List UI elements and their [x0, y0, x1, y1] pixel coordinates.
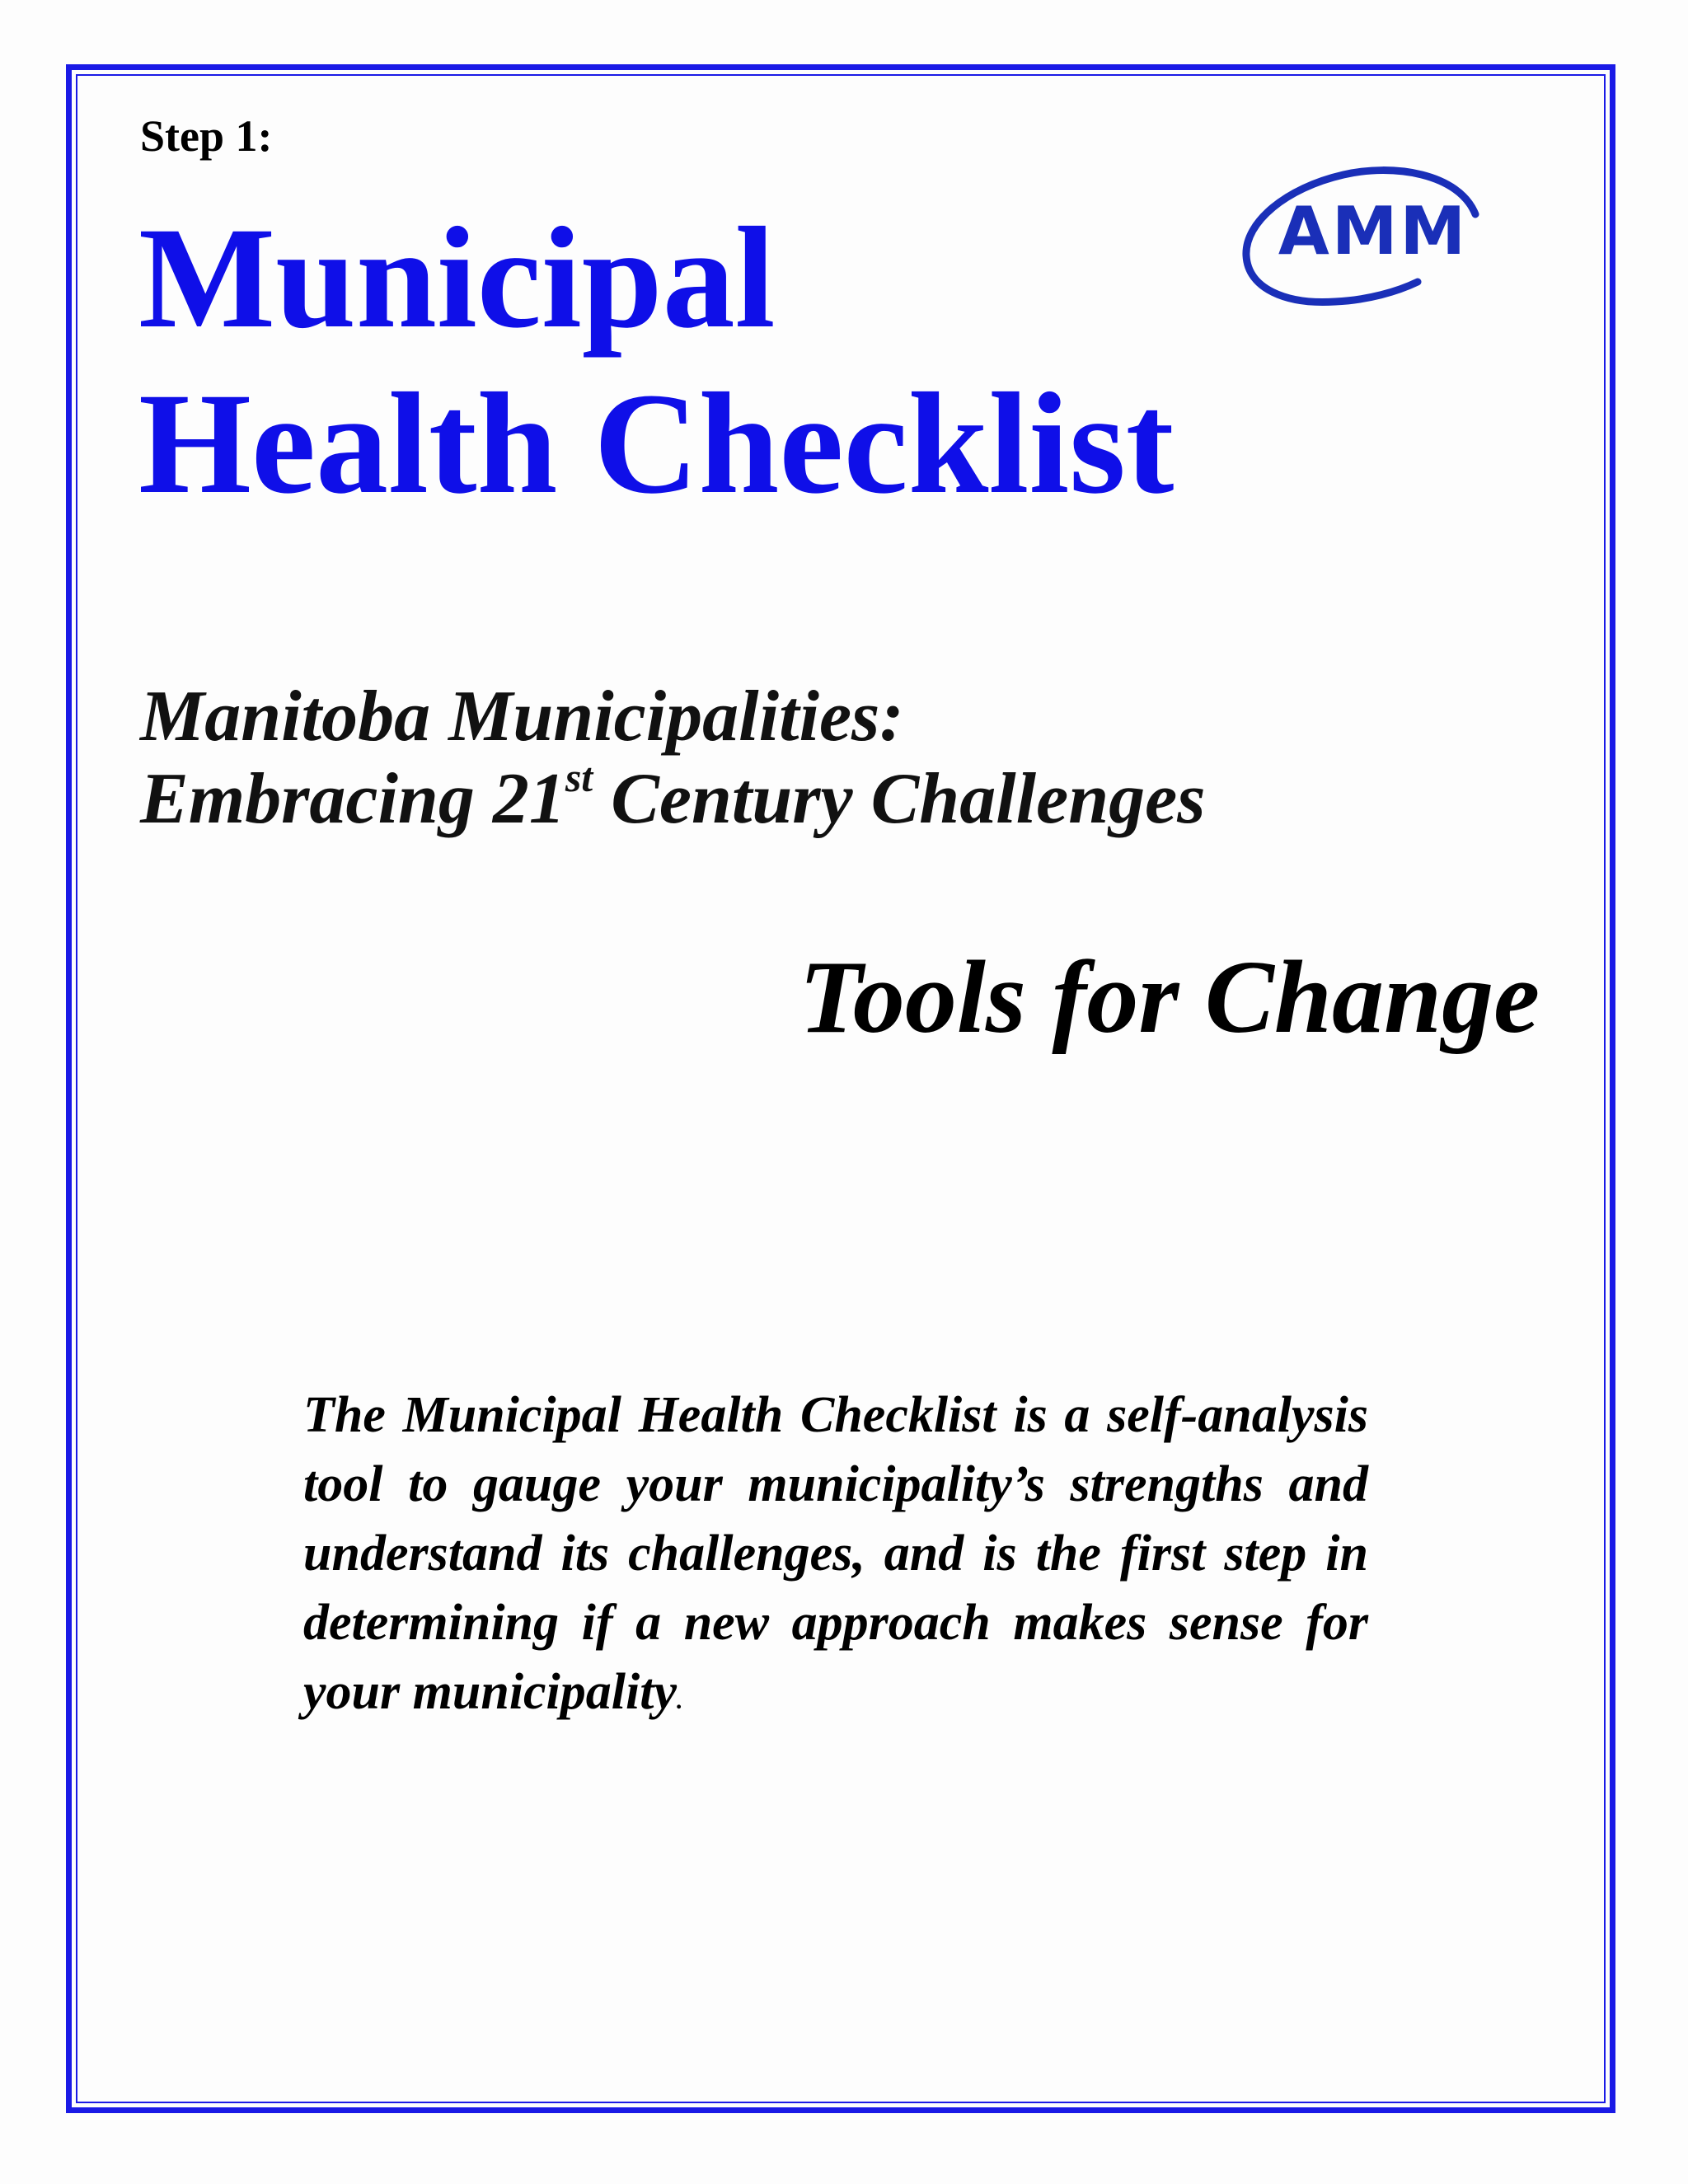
description-text: The Municipal Health Checklist is a self-analysis tool to gauge your municipality’s strengths and understand its challenges, and is the first step in determining if a new approach makes sense for your municipality — [303, 1387, 1368, 1720]
description-period: . — [676, 1687, 683, 1714]
subtitle-prefix: Embracing 21 — [140, 759, 565, 840]
tagline: Tools for Change — [799, 940, 1540, 1055]
logo-text: AMM — [1278, 193, 1469, 269]
step-label: Step 1: — [140, 111, 273, 161]
amm-logo — [1228, 157, 1500, 321]
subtitle-line-2 — [140, 754, 1206, 841]
subtitle — [140, 676, 1205, 841]
description-paragraph — [303, 1380, 1368, 1736]
title-line-1: Municipal — [138, 198, 776, 359]
subtitle-suffix: Century Challenges — [593, 759, 1206, 840]
subtitle-line-1: Manitoba Municipalities: — [140, 677, 904, 757]
title-line-2: Health Checklist — [138, 363, 1175, 524]
amm-logo-icon — [1228, 157, 1500, 321]
page-title — [138, 196, 1174, 527]
subtitle-superscript: st — [565, 754, 593, 801]
